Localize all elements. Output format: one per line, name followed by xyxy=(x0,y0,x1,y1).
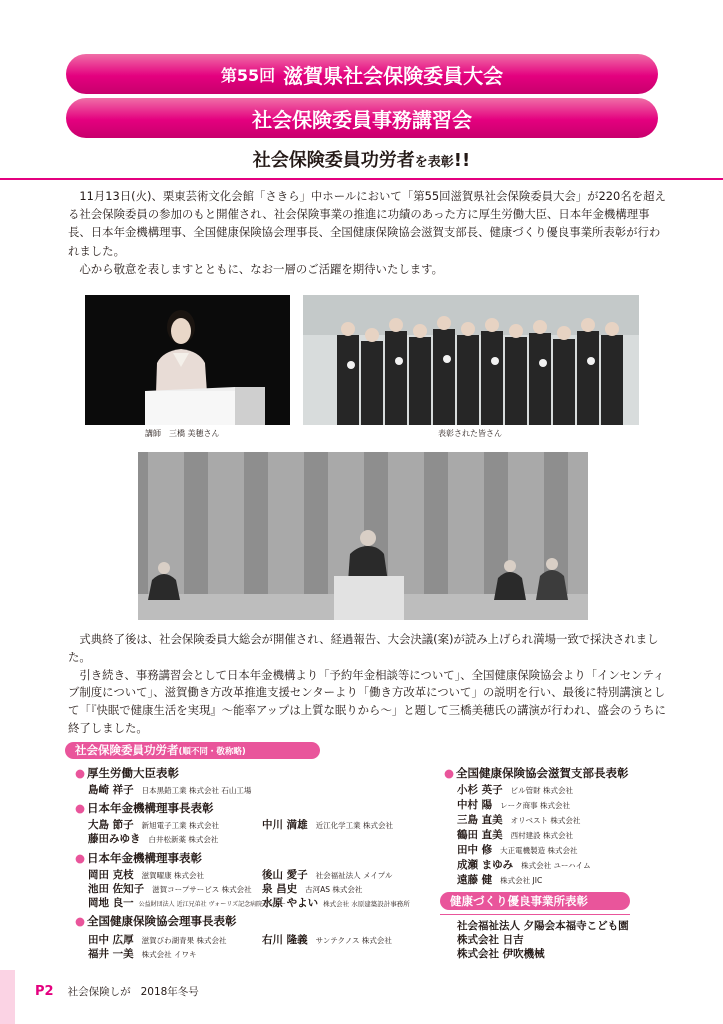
health-award-rule xyxy=(440,914,630,915)
awardee-name: 岡地 良一 xyxy=(88,897,134,909)
intro-paragraph-2: 心から敬意を表しますとともに、なお一層のご活躍を期待いたします。 xyxy=(79,261,443,276)
summary-text xyxy=(68,631,668,738)
speaker-photo-caption: 講師 三橋 美穂さん xyxy=(145,429,220,438)
bullet-icon: ● xyxy=(444,766,455,780)
group-photo-art xyxy=(303,295,639,425)
awardee-name: 大島 節子 xyxy=(88,819,134,831)
awardee-name: 小杉 英子 xyxy=(457,784,503,796)
award-row xyxy=(262,932,392,947)
summary-paragraph-1: 式典終了後は、社会保険委員大総会が開催され、経過報告、大会決議(案)が読み上げられ満場一致で採決されました。 xyxy=(68,632,659,664)
awardee-name: 田中 修 xyxy=(457,844,493,856)
awardee-org: 社会福祉法人 メイプル xyxy=(315,871,393,880)
bullet-icon: ● xyxy=(75,801,86,815)
bullet-icon: ● xyxy=(75,851,86,865)
awardee-name: 島崎 祥子 xyxy=(88,784,134,796)
page-subtitle xyxy=(0,146,723,172)
award-row xyxy=(457,812,580,827)
speaker-photo xyxy=(85,295,290,425)
awardee-org: 古河AS 株式会社 xyxy=(305,885,363,894)
awardee-org: オリベスト 株式会社 xyxy=(510,816,581,825)
awardee-name: 岡田 克枝 xyxy=(88,869,134,881)
page-footer xyxy=(35,984,199,999)
awardee-name: 右川 隆義 xyxy=(262,934,308,946)
awardee-org: 西村建設 株式会社 xyxy=(510,831,574,840)
speaker-photo-art xyxy=(85,295,290,425)
award-row xyxy=(88,817,219,832)
awardee-org: レーク商事 株式会社 xyxy=(500,801,571,810)
award-category-kyokai-chairman xyxy=(75,913,237,929)
awardee-name: 鶴田 直美 xyxy=(457,829,503,841)
award-category-title: 全国健康保険協会理事長表彰 xyxy=(87,914,237,928)
header-rule xyxy=(0,178,723,180)
page-number: P2 xyxy=(35,984,54,999)
award-row xyxy=(262,817,393,832)
awardee-name: 池田 佐知子 xyxy=(88,883,145,895)
group-photo xyxy=(303,295,639,425)
awardee-name: 水原 やよい xyxy=(262,897,319,909)
award-row xyxy=(88,895,286,910)
award-category-title: 全国健康保険協会滋賀支部長表彰 xyxy=(456,766,629,780)
award-row xyxy=(88,932,227,947)
award-row xyxy=(457,827,573,842)
intro-text xyxy=(68,187,668,278)
subtitle-main: 社会保険委員功労者 xyxy=(252,150,415,171)
awardee-org: 滋賀コープサービス 株式会社 xyxy=(152,885,252,894)
awardee-name: 中川 満雄 xyxy=(262,819,308,831)
award-row xyxy=(88,946,197,961)
awardee-name: 藤田みゆき xyxy=(88,833,141,845)
awardee-org: 株式会社 イワキ xyxy=(141,950,197,959)
subtitle-excl: !! xyxy=(453,150,471,171)
award-row xyxy=(88,782,251,797)
awardee-name: 田中 広厚 xyxy=(88,934,134,946)
award-category-title: 日本年金機構理事表彰 xyxy=(87,851,203,865)
awardee-org: 滋賀びわ湖青果 株式会社 xyxy=(141,936,227,945)
bullet-icon: ● xyxy=(75,914,86,928)
award-row xyxy=(262,881,362,896)
health-award-org: 社会福祉法人 夕陽会本福寺こども園 xyxy=(457,920,629,932)
awardee-org: 近江化学工業 株式会社 xyxy=(315,821,394,830)
intro-paragraph-1: 11月13日(火)、栗東芸術文化会館「さきら」中ホールにおいて「第55回滋賀県社会保険委員大会」が220名を超える社会保険委員の参加のもと開催され、社会保険事業の推進に功績のあった方に厚生労働大臣、日本年金機構理事長、日本年金機構理事、全国健康保険協会理事長、全国健康保険協会滋賀支部長、健康づくり優良事業所表彰が行われました。 xyxy=(68,189,666,258)
award-category-chairman xyxy=(75,800,214,816)
stage-photo-art xyxy=(138,452,588,620)
banner-title-seminar: 社会保険委員事務講習会 xyxy=(252,107,472,132)
issue-label: 2018年冬号 xyxy=(140,986,199,998)
awardee-org: 大正電機製造 株式会社 xyxy=(500,846,578,855)
award-category-title: 日本年金機構理事長表彰 xyxy=(87,801,214,815)
awardee-name: 遠藤 健 xyxy=(457,874,493,886)
bullet-icon: ● xyxy=(75,766,86,780)
awards-header-note: (順不同・敬称略) xyxy=(178,747,246,757)
awardee-org: 日本黒鉛工業 株式会社 石山工場 xyxy=(141,786,252,795)
title-banner-convention xyxy=(66,54,658,94)
summary-paragraph-2: 引き続き、事務講習会として日本年金機構より「予約年金相談等について」、全国健康保険協会より「インセンティブ制度について」、滋賀働き方改革推進支援センターより「働き方改革について」の説明を行い、最後に特別講演として「『快眠で健康生活を実現』～能率アップは上質な眠りから～」と題して三橋美穂氏の講演が行われ、盛会のうちに終了しました。 xyxy=(68,667,666,735)
stage-photo xyxy=(138,452,588,620)
banner-title: 滋賀県社会保険委員大会 xyxy=(283,63,504,88)
health-award-org: 株式会社 日吉 xyxy=(457,934,524,946)
awardee-org: 株式会社 JIC xyxy=(500,876,543,885)
awards-header-title: 社会保険委員功労者 xyxy=(75,743,179,757)
award-row xyxy=(262,867,392,882)
awards-header xyxy=(65,742,320,759)
awardee-name: 福井 一美 xyxy=(88,948,134,960)
banner-edition: 第55回 xyxy=(220,65,276,85)
awardee-org: 株式会社 ユーハイム xyxy=(521,861,591,870)
award-row xyxy=(457,782,573,797)
award-category-director xyxy=(75,850,202,866)
award-category-title: 厚生労働大臣表彰 xyxy=(87,766,180,780)
award-row xyxy=(457,797,570,812)
footer-accent-bar xyxy=(0,970,15,1024)
award-category-shiga-branch xyxy=(444,765,629,781)
title-banner-seminar xyxy=(66,98,658,138)
awardee-org: ビル管財 株式会社 xyxy=(510,786,574,795)
awardee-org: 白井松新薬 株式会社 xyxy=(148,835,219,844)
subtitle-small: を表彰 xyxy=(414,155,454,170)
awardee-org: 株式会社 水原建築設計事務所 xyxy=(323,900,410,908)
award-row xyxy=(88,881,252,896)
group-photo-caption: 表彰された皆さん xyxy=(438,429,502,438)
award-row xyxy=(457,857,591,872)
awardee-name: 後山 愛子 xyxy=(262,869,308,881)
awardee-org: 滋賀曜康 株式会社 xyxy=(141,871,205,880)
award-row xyxy=(457,872,542,887)
publication-name: 社会保険しが xyxy=(67,986,131,998)
award-row xyxy=(88,867,204,882)
awardee-org: サンテクノス 株式会社 xyxy=(315,936,392,945)
awardee-name: 成瀬 まゆみ xyxy=(457,859,514,871)
award-row xyxy=(88,831,218,846)
health-award-header: 健康づくり優良事業所表彰 xyxy=(440,892,630,910)
award-row xyxy=(262,895,410,910)
awardee-org: 公益財団法人 近江兄弟社 ヴォーリズ記念病院センター xyxy=(138,901,286,908)
awardee-org: 新旭電子工業 株式会社 xyxy=(141,821,220,830)
award-category-minister xyxy=(75,765,179,781)
health-award-org: 株式会社 伊吹機械 xyxy=(457,948,545,960)
award-row xyxy=(457,842,578,857)
awardee-name: 中村 陽 xyxy=(457,799,493,811)
awardee-name: 泉 昌史 xyxy=(262,883,298,895)
awardee-name: 三島 直美 xyxy=(457,814,503,826)
